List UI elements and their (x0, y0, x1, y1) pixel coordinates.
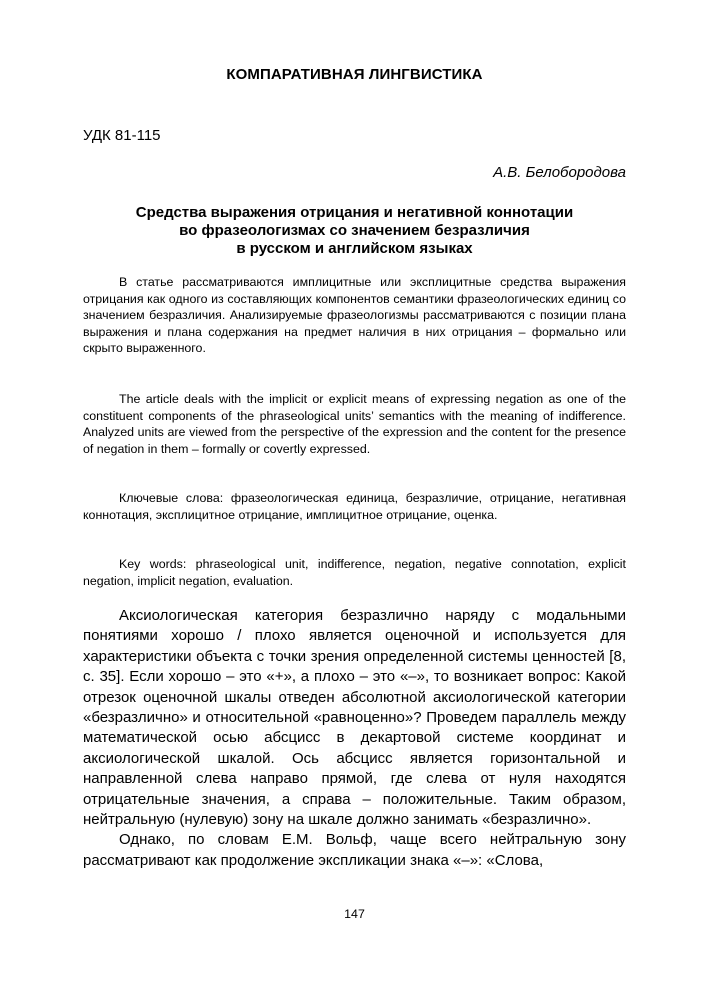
body-paragraph-1: Аксиологическая категория безразлично наряду с модальными понятиями хорошо / плохо является оценочной и используется для характеристики объекта с точки зрения определенной системы ценностей [8, с. 35]. Если хорошо – это «+», а плохо – это «–», то возникает вопрос: Какой отрезок оценочной шкалы отведен абсолютной аксиологической категории «безразлично» и относительной «равноценно»? Проведем параллель между математической осью абсцисс в декартовой системе координат и аксиологической шкалой. Ось абсцисс является горизонтальной и направленной слева направо прямой, где слева от нуля находятся отрицательные значения, а справа – положительные. Таким образом, нейтральную (нулевую) зону на шкале должно занимать «безразлично». (83, 607, 626, 829)
udk-code: УДК 81-115 (83, 127, 161, 144)
keywords-russian-text: Ключевые слова: фразеологическая единица, безразличие, отрицание, негативная коннотация, эксплицитное отрицание, имплицитное отрицание, оценка. (83, 491, 626, 522)
body-text (83, 606, 626, 871)
title-line-1: Средства выражения отрицания и негативной коннотации (135, 204, 574, 221)
keywords-english-text: Key words: phraseological unit, indifference, negation, negative connotation, explicit negation, implicit negation, evaluation. (83, 557, 626, 588)
title-line-2: во фразеологизмах со значением безразличия (179, 222, 530, 239)
abstract-russian-text: В статье рассматриваются имплицитные или эксплицитные средства выражения отрицания как одного из составляющих компонентов семантики фразеологических единиц со значением безразличия. Анализируемые фразеологизмы рассматриваются с позиции плана выражения и плана содержания на предмет наличия в них отрицания – формально или скрыто выраженного. (83, 275, 626, 356)
keywords-russian (83, 490, 626, 523)
keywords-english (83, 556, 626, 589)
article-title (83, 204, 626, 258)
page-number: 147 (344, 907, 365, 921)
author-name: А.В. Белобородова (493, 164, 626, 181)
abstract-english-text: The article deals with the implicit or explicit means of expressing negation as one of the constituent components of the phraseological units’ semantics with the meaning of indifference. Analyzed units are viewed from the perspective of the expression and the content for the presence of negation in them – formally or covertly expressed. (83, 392, 626, 456)
title-line-3: в русском и английском языках (236, 240, 473, 257)
section-heading: КОМПАРАТИВНАЯ ЛИНГВИСТИКА (226, 66, 483, 83)
abstract-russian (83, 274, 626, 357)
abstract-english (83, 391, 626, 457)
body-paragraph-2: Однако, по словам Е.М. Вольф, чаще всего нейтральную зону рассматривают как продолжение экспликации знака «–»: «Слова, (83, 831, 626, 869)
